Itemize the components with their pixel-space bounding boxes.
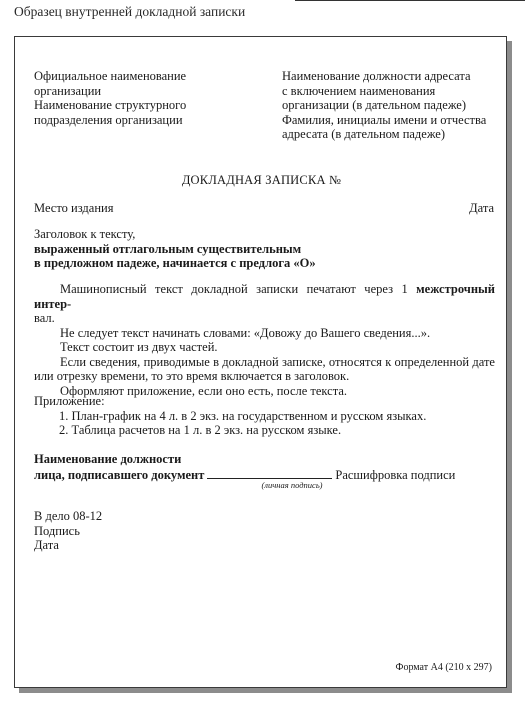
addressee-line: Фамилия, инициалы имени и отчества [282, 112, 487, 127]
body-text-span: Машинописный текст докладной записки печатают через 1 [60, 282, 417, 296]
place-of-issue: Место издания [34, 201, 114, 215]
subject-line: Заголовок к тексту, [34, 227, 136, 241]
sender-line: Официальное наименование [34, 69, 187, 83]
page-caption: Образец внутренней докладной записки [14, 4, 246, 19]
sender-line: организации [34, 83, 102, 98]
addressee-header [282, 69, 502, 142]
attachment-item: 1. План-график на 4 л. в 2 экз. на государственном и русском языках. [59, 408, 427, 423]
addressee-line: с включением наименования [282, 83, 436, 98]
addressee-line: Наименование должности адресата [282, 69, 471, 83]
signer-label: лица, подписавшего документ [34, 467, 205, 482]
body-paragraph [34, 282, 495, 326]
subject-line: выраженный отглагольным существительным [34, 241, 302, 256]
body-bold-span: межстрочный интер- [34, 282, 495, 311]
signature-line [207, 467, 332, 479]
body-paragraph: Не следует текст начинать словами: «Довожу до Вашего сведения...». [60, 325, 431, 340]
attachment-item: 2. Таблица расчетов на 1 л. в 2 экз. на русском языке. [59, 423, 342, 437]
sender-line: подразделения организации [34, 112, 183, 127]
sender-line: Наименование структурного [34, 98, 187, 112]
signature-hint: (личная подпись) [261, 480, 323, 490]
body-text [34, 282, 495, 398]
signature-decoding: Расшифровка подписи [335, 467, 456, 482]
signer-position: Наименование должности [34, 452, 182, 466]
attachment-section [34, 394, 494, 438]
addressee-line: организации (в дательном падеже) [282, 98, 467, 112]
document-title: ДОКЛАДНАЯ ЗАПИСКА № [181, 173, 342, 187]
registry-line: Подпись [34, 523, 80, 538]
body-paragraph: Оформляют приложение, если оно есть, после текста. [60, 383, 348, 398]
document-date: Дата [469, 201, 494, 215]
format-note: Формат А4 (210 х 297) [395, 662, 492, 673]
top-divider [295, 0, 525, 1]
registry-line: В дело 08-12 [34, 509, 103, 523]
signature-block [34, 452, 504, 482]
body-text-span: вал. [34, 311, 55, 325]
addressee-line: адресата (в дательном падеже) [282, 127, 446, 141]
attachment-label: Приложение: [34, 394, 105, 408]
registry-block [34, 509, 102, 553]
body-paragraph: Если сведения, приводимые в докладной записке, относятся к определенной дате или отрезку времени, то это время включается в заголовок. [34, 354, 495, 383]
sender-header [34, 69, 254, 127]
subject-heading [34, 227, 494, 271]
document-sheet [14, 36, 507, 688]
registry-line: Дата [34, 538, 59, 552]
subject-line: в предложном падеже, начинается с предлога «О» [34, 256, 316, 270]
body-paragraph: Текст состоит из двух частей. [60, 340, 218, 354]
